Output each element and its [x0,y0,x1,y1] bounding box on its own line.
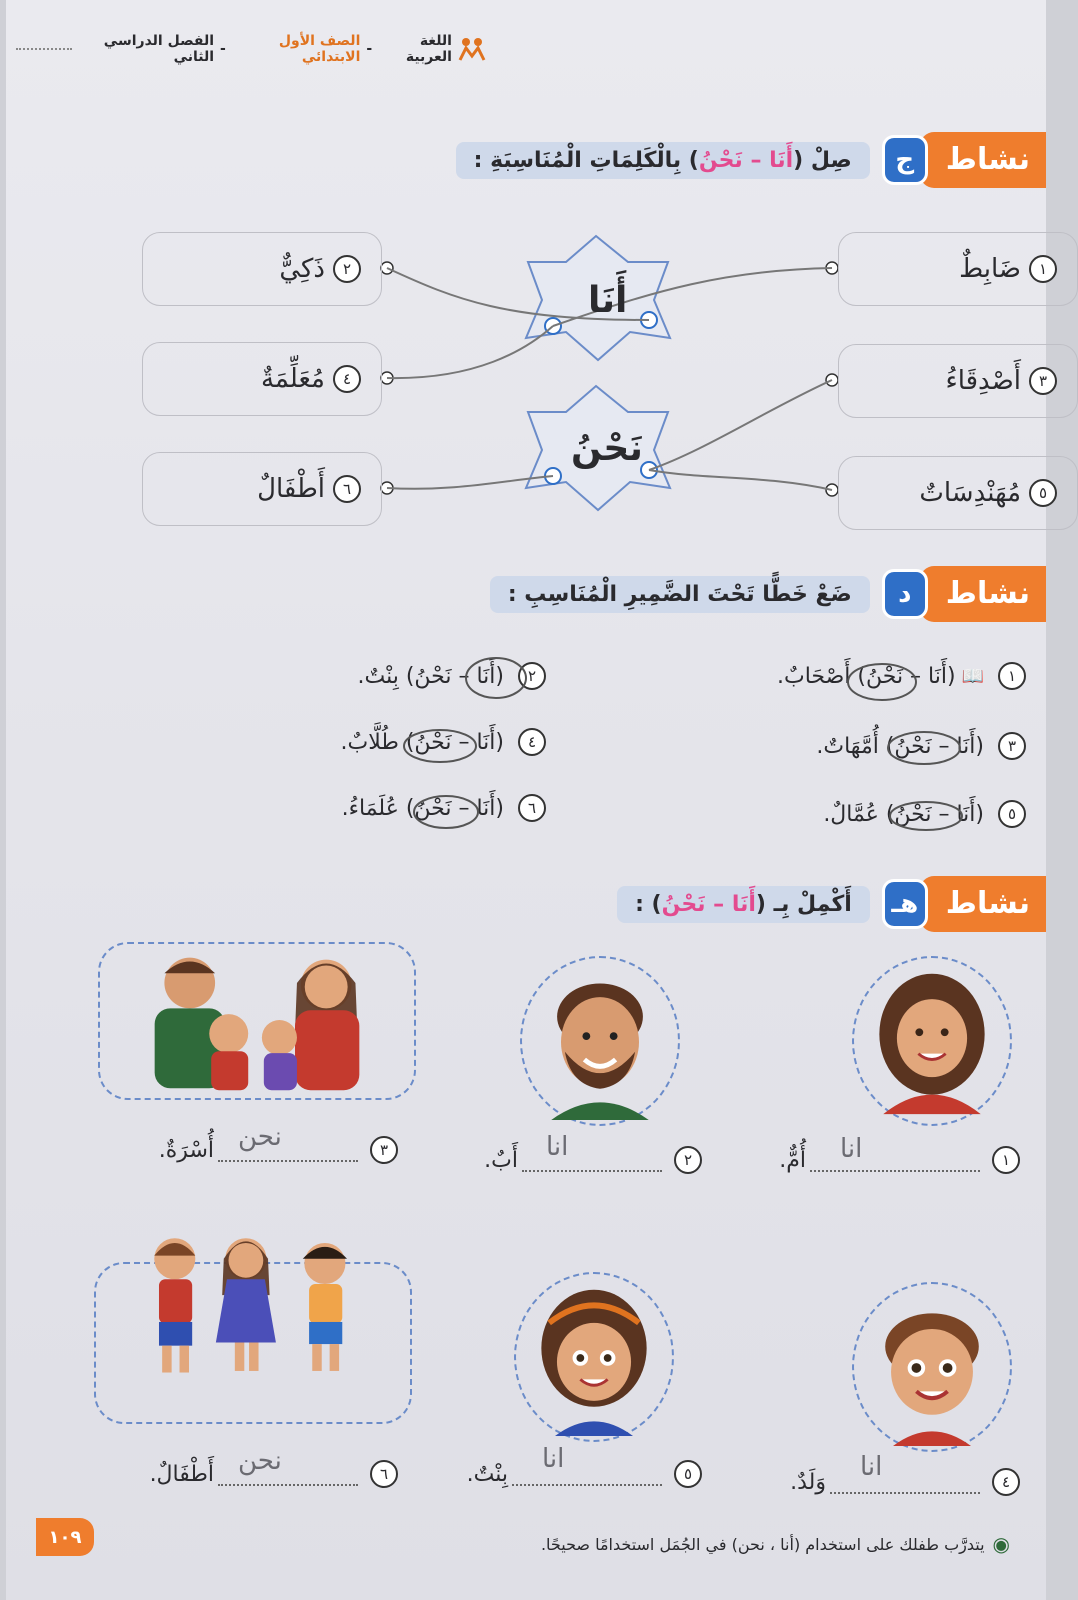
mother-illustration-icon [854,958,1010,1124]
answer-blank[interactable]: نحن [218,1462,358,1486]
match-word: مُهَنْدِسَاتٌ [919,478,1021,508]
children-illustration-icon [96,1224,410,1382]
underline-item-3[interactable]: ٣ (أَنَا – نَحْنُ) أُمَّهَاتٌ. [816,732,1026,760]
item-number: ٤ [333,365,361,393]
item-number: ٦ [333,475,361,503]
underline-item-2[interactable]: ٢ (أَنَا – نَحْنُ) بِنْتٌ. [357,662,546,690]
activity-instruction: أَكْمِلْ بِـ (أَنَا – نَحْنُ) : [617,886,870,923]
activity-tag: نشاط [920,132,1046,188]
fill-item-1[interactable]: ١ انا أُمٌّ. [779,1146,1020,1174]
item-sentence: (أَنَا – نَحْنُ) عُمَّالٌ. [823,801,984,827]
item-number: ٢ [333,255,361,283]
underline-item-1[interactable]: ١ 📖 (أَنَا – نَحْنُ) أَصْحَابٌ. [777,662,1026,690]
picture-children [94,1262,412,1424]
star-word-ana: أَنَا [588,280,628,321]
fill-word: بِنْتٌ. [466,1461,508,1487]
match-box-left-6[interactable] [142,452,382,526]
item-sentence: (أَنَا – نَحْنُ) أَصْحَابٌ. [777,663,956,689]
fill-word: أَبٌ. [484,1147,518,1173]
workbook-page [6,0,1046,1600]
answer-blank[interactable]: انا [512,1462,662,1486]
match-box-left-4[interactable] [142,342,382,416]
parent-tip [541,1532,1010,1556]
activity-instruction: ضَعْ خَطًّا تَحْتَ الضَّمِيرِ الْمُنَاسِبِ : [490,576,870,613]
picture-family [98,942,416,1100]
item-number: ١ [1029,255,1057,283]
picture-father [520,956,680,1126]
underline-item-4[interactable]: ٤ (أَنَا – نَحْنُ) طُلَّابٌ. [341,728,547,756]
item-sentence: (أَنَا – نَحْنُ) أُمَّهَاتٌ. [816,733,984,759]
match-box-left-2[interactable] [142,232,382,306]
match-box-right-3[interactable] [838,344,1078,418]
match-word: أَصْدِقَاءُ [945,366,1021,396]
match-word: مُعَلِّمَةٌ [260,364,325,394]
header-term: الفصل الدراسي الثاني [103,33,215,65]
fill-item-3[interactable]: ٣ نحن أُسْرَةٌ. [159,1136,398,1164]
answer-blank[interactable]: انا [830,1470,980,1494]
answer-blank[interactable]: انا [810,1148,980,1172]
header-subject: اللغة العربية [405,33,452,65]
book-icon: 📖 [961,665,984,687]
match-word: ضَابِطٌ [959,254,1021,284]
underline-item-6[interactable]: ٦ (أَنَا – نَحْنُ) عُلَمَاءُ. [342,794,546,822]
fill-word: أَطْفَالٌ. [149,1461,214,1487]
header-grade: الصف الأول الابتدائي [278,33,361,65]
fill-item-2[interactable]: ٢ انا أَبٌ. [484,1146,702,1174]
activity-letter: هـ [882,879,928,929]
item-sentence: (أَنَا – نَحْنُ) طُلَّابٌ. [340,729,504,755]
item-number: ٥ [1029,479,1057,507]
fill-word: وَلَدٌ. [790,1469,826,1495]
girl-illustration-icon [516,1274,672,1440]
fill-item-4[interactable]: ٤ انا وَلَدٌ. [790,1468,1020,1496]
fill-item-5[interactable]: ٥ انا بِنْتٌ. [467,1460,702,1488]
match-box-right-5[interactable] [838,456,1078,530]
activity-letter: د [882,569,928,619]
underline-item-5[interactable]: ٥ (أَنَا – نَحْنُ) عُمَّالٌ. [823,800,1026,828]
fill-item-6[interactable]: ٦ نحن أَطْفَالٌ. [150,1460,398,1488]
tip-text: يتدرَّب طفلك على استخدام (أنا ، نحن) في الجُمَل استخدامًا صحيحًا. [540,1534,985,1554]
page-header: اللغة العربية - الصف الأول الابتدائي - الفصل الدراسي الثاني [76,34,486,64]
boy-illustration-icon [854,1284,1010,1450]
activity-instruction: صِلْ (أَنَا – نَحْنُ) بِالْكَلِمَاتِ الْمُنَاسِبَةِ : [456,142,870,179]
activity-d-title [490,566,1046,622]
fill-word: أُسْرَةٌ. [158,1137,214,1163]
father-illustration-icon [522,958,678,1124]
picture-boy [852,1282,1012,1452]
picture-girl [514,1272,674,1442]
page-number: ١٠٩ [36,1518,94,1556]
answer-blank[interactable]: انا [522,1148,662,1172]
activity-tag: نشاط [920,876,1046,932]
pencil-circles [6,640,1046,840]
fill-word: أُمٌّ. [779,1147,806,1173]
activity-letter: ج [882,135,928,185]
answer-blank[interactable]: نحن [218,1138,358,1162]
match-box-right-1[interactable] [838,232,1078,306]
star-word-nahnu: نَحْنُ [571,428,643,469]
match-word: ذَكِيٌّ [279,254,325,284]
family-illustration-icon [100,944,414,1098]
picture-mother [852,956,1012,1126]
item-sentence: (أَنَا – نَحْنُ) عُلَمَاءُ. [341,795,504,821]
item-sentence: (أَنَا – نَحْنُ) بِنْتٌ. [357,663,504,689]
tip-icon: ◉ [992,1532,1010,1556]
match-word: أَطْفَالٌ [257,474,325,504]
item-number: ٣ [1029,367,1057,395]
activity-e-title [617,876,1046,932]
activity-tag: نشاط [920,566,1046,622]
